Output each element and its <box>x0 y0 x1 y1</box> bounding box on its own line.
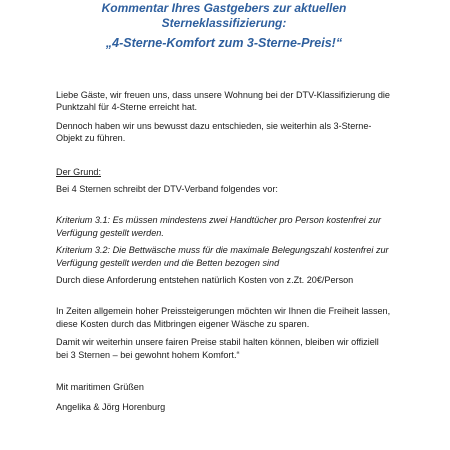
reason-heading: Der Grund: <box>56 166 101 177</box>
prices-paragraph: Damit wir weiterhin unsere fairen Preise stabil halten können, bleiben wir offiziell bei 3 Sternen – bei gewohnt hohem Komfort.“ <box>56 337 379 360</box>
document-body <box>56 89 392 413</box>
intro-paragraph-1: Liebe Gäste, wir freuen uns, dass unsere Wohnung bei der DTV-Klassifizierung die Punktzahl für 4-Sterne erreicht hat. <box>56 90 390 113</box>
document-header <box>56 1 392 51</box>
intro-paragraph-2: Dennoch haben wir uns bewusst dazu entschieden, sie weiterhin als 3-Sterne-Objekt zu führen. <box>56 120 372 144</box>
criterion-3-2: Kriterium 3.2: Die Bettwäsche muss für die maximale Belegungszahl kostenfrei zur Verfügung gestellt werden und die Betten bezogen sind <box>56 245 389 268</box>
inflation-paragraph: In Zeiten allgemein hoher Preissteigerungen möchten wir Ihnen die Freiheit lassen, diese Kosten durch das Mitbringen eigener Wäsche zu sparen. <box>56 306 391 329</box>
header-title-line-2: Sterneklassifizierung: <box>161 16 287 30</box>
reason-text: Bei 4 Sternen schreibt der DTV-Verband folgendes vor: <box>56 184 278 195</box>
cost-paragraph: Durch diese Anforderung entstehen natürlich Kosten von z.Zt. 20€/Person <box>56 275 354 286</box>
closing-greeting: Mit maritimen Grüßen <box>56 382 144 393</box>
header-title-line-1: Kommentar Ihres Gastgebers zur aktuellen <box>101 1 347 15</box>
header-slogan: „4-Sterne-Komfort zum 3-Sterne-Preis!“ <box>105 36 343 50</box>
criterion-3-1: Kriterium 3.1: Es müssen mindestens zwei Handtücher pro Person kostenfrei zur Verfügung gestellt werden. <box>56 215 381 238</box>
closing-signature: Angelika & Jörg Horenburg <box>56 401 166 412</box>
